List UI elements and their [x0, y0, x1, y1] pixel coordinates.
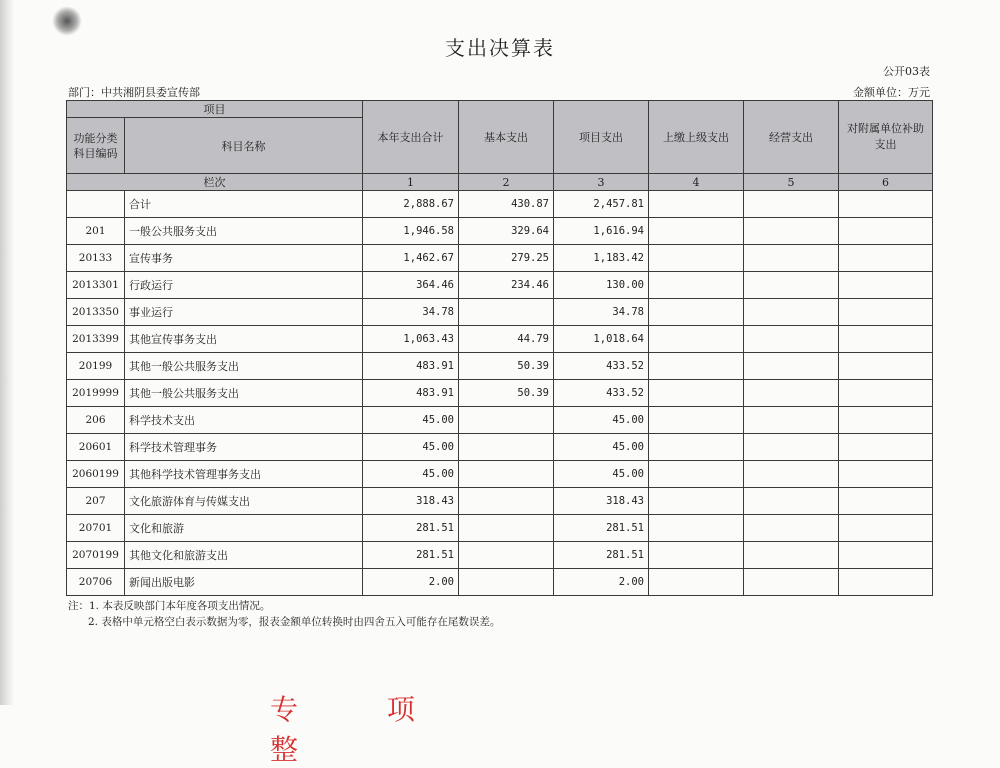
row-basic-cell: 234.46: [459, 272, 554, 299]
row-project-cell: 45.00: [554, 434, 649, 461]
row-total-cell: 281.51: [363, 515, 459, 542]
row-project-cell: 1,183.42: [554, 245, 649, 272]
row-total-cell: 1,462.67: [363, 245, 459, 272]
table-row: [67, 218, 933, 245]
table-row: [67, 461, 933, 488]
row-upper-cell: [649, 461, 744, 488]
row-code-cell: 20701: [67, 515, 125, 542]
row-project-cell: 130.00: [554, 272, 649, 299]
row-subsidy-cell: [839, 461, 933, 488]
row-upper-cell: [649, 353, 744, 380]
col-num-2: 2: [459, 174, 554, 191]
row-upper-cell: [649, 191, 744, 218]
header-col-6: 对附属单位补助支出: [839, 101, 933, 174]
row-project-cell: 281.51: [554, 515, 649, 542]
row-code-cell: 2013399: [67, 326, 125, 353]
row-name-cell: 其他一般公共服务支出: [125, 380, 363, 407]
col-num-4: 4: [649, 174, 744, 191]
row-project-cell: 2.00: [554, 569, 649, 596]
row-project-cell: 45.00: [554, 407, 649, 434]
row-business-cell: [744, 434, 839, 461]
row-name-cell: 科学技术管理事务: [125, 434, 363, 461]
header-col-3: 项目支出: [554, 101, 649, 174]
table-number: 公开03表: [883, 65, 930, 78]
row-name-cell: 科学技术支出: [125, 407, 363, 434]
row-code-cell: 20601: [67, 434, 125, 461]
row-basic-cell: [459, 434, 554, 461]
row-name-cell: 宣传事务: [125, 245, 363, 272]
row-total-cell: 281.51: [363, 542, 459, 569]
row-total-cell: 45.00: [363, 461, 459, 488]
row-name-cell: 其他科学技术管理事务支出: [125, 461, 363, 488]
row-business-cell: [744, 299, 839, 326]
row-basic-cell: 44.79: [459, 326, 554, 353]
row-total-cell: 1,946.58: [363, 218, 459, 245]
header-code: 功能分类科目编码: [67, 118, 125, 174]
row-business-cell: [744, 380, 839, 407]
row-name-cell: 合计: [125, 191, 363, 218]
table-row: [67, 569, 933, 596]
row-code-cell: 207: [67, 488, 125, 515]
col-num-3: 3: [554, 174, 649, 191]
row-upper-cell: [649, 434, 744, 461]
row-subsidy-cell: [839, 218, 933, 245]
row-upper-cell: [649, 272, 744, 299]
row-code-cell: 2070199: [67, 542, 125, 569]
row-code-cell: [67, 191, 125, 218]
row-subsidy-cell: [839, 191, 933, 218]
row-project-cell: 1,018.64: [554, 326, 649, 353]
row-subsidy-cell: [839, 434, 933, 461]
row-subsidy-cell: [839, 299, 933, 326]
row-subsidy-cell: [839, 272, 933, 299]
header-col-index: 栏次: [67, 174, 363, 191]
row-business-cell: [744, 461, 839, 488]
row-total-cell: 318.43: [363, 488, 459, 515]
row-name-cell: 一般公共服务支出: [125, 218, 363, 245]
row-subsidy-cell: [839, 515, 933, 542]
row-project-cell: 433.52: [554, 353, 649, 380]
row-code-cell: 2013350: [67, 299, 125, 326]
row-upper-cell: [649, 515, 744, 542]
header-col-5: 经营支出: [744, 101, 839, 174]
row-project-cell: 433.52: [554, 380, 649, 407]
row-upper-cell: [649, 380, 744, 407]
table-row: [67, 272, 933, 299]
unit-label: 金额单位：万元: [853, 86, 930, 99]
row-basic-cell: 279.25: [459, 245, 554, 272]
row-upper-cell: [649, 542, 744, 569]
row-total-cell: 483.91: [363, 380, 459, 407]
footnote-1: 注：1. 本表反映部门本年度各项支出情况。: [68, 600, 271, 612]
department-label: 部门：中共湘阴县委宣传部: [68, 86, 200, 99]
row-subsidy-cell: [839, 407, 933, 434]
row-code-cell: 201: [67, 218, 125, 245]
table-row: [67, 380, 933, 407]
row-basic-cell: 50.39: [459, 380, 554, 407]
row-total-cell: 2.00: [363, 569, 459, 596]
row-subsidy-cell: [839, 488, 933, 515]
row-upper-cell: [649, 407, 744, 434]
row-code-cell: 20706: [67, 569, 125, 596]
row-name-cell: 行政运行: [125, 272, 363, 299]
header-col-2: 基本支出: [459, 101, 554, 174]
row-subsidy-cell: [839, 380, 933, 407]
table-row: [67, 326, 933, 353]
table-row: [67, 488, 933, 515]
col-num-5: 5: [744, 174, 839, 191]
table-row: [67, 299, 933, 326]
col-num-1: 1: [363, 174, 459, 191]
row-basic-cell: 50.39: [459, 353, 554, 380]
page-title: 支出决算表: [445, 36, 555, 60]
red-stamp-text: 专 项 整: [270, 693, 455, 766]
row-name-cell: 事业运行: [125, 299, 363, 326]
row-name-cell: 新闻出版电影: [125, 569, 363, 596]
row-subsidy-cell: [839, 542, 933, 569]
table-row: [67, 245, 933, 272]
row-total-cell: 483.91: [363, 353, 459, 380]
row-project-cell: 281.51: [554, 542, 649, 569]
row-basic-cell: 329.64: [459, 218, 554, 245]
row-basic-cell: [459, 407, 554, 434]
row-business-cell: [744, 488, 839, 515]
row-total-cell: 2,888.67: [363, 191, 459, 218]
row-project-cell: 2,457.81: [554, 191, 649, 218]
table-row: [67, 542, 933, 569]
row-upper-cell: [649, 569, 744, 596]
table-row: [67, 407, 933, 434]
row-total-cell: 1,063.43: [363, 326, 459, 353]
row-business-cell: [744, 245, 839, 272]
row-upper-cell: [649, 218, 744, 245]
row-project-cell: 34.78: [554, 299, 649, 326]
row-code-cell: 20199: [67, 353, 125, 380]
row-upper-cell: [649, 326, 744, 353]
table-row: [67, 191, 933, 218]
row-business-cell: [744, 542, 839, 569]
row-total-cell: 45.00: [363, 434, 459, 461]
header-col-1: 本年支出合计: [363, 101, 459, 174]
row-business-cell: [744, 515, 839, 542]
row-name-cell: 文化旅游体育与传媒支出: [125, 488, 363, 515]
row-business-cell: [744, 569, 839, 596]
row-basic-cell: 430.87: [459, 191, 554, 218]
row-total-cell: 34.78: [363, 299, 459, 326]
row-name-cell: 其他宣传事务支出: [125, 326, 363, 353]
row-business-cell: [744, 191, 839, 218]
row-total-cell: 45.00: [363, 407, 459, 434]
footnote-2: 2. 表格中单元格空白表示数据为零，报表金额单位转换时由四舍五入可能存在尾数误差。: [88, 616, 501, 628]
row-project-cell: 318.43: [554, 488, 649, 515]
row-basic-cell: [459, 299, 554, 326]
row-business-cell: [744, 218, 839, 245]
row-upper-cell: [649, 245, 744, 272]
row-upper-cell: [649, 488, 744, 515]
footnotes: [68, 598, 500, 630]
row-code-cell: 206: [67, 407, 125, 434]
row-subsidy-cell: [839, 569, 933, 596]
table-row: [67, 434, 933, 461]
row-subsidy-cell: [839, 326, 933, 353]
row-code-cell: 2060199: [67, 461, 125, 488]
row-subsidy-cell: [839, 353, 933, 380]
header-item: 项目: [67, 101, 363, 118]
table-row: [67, 353, 933, 380]
scan-edge-shadow: [0, 0, 14, 705]
row-total-cell: 364.46: [363, 272, 459, 299]
row-name-cell: 其他一般公共服务支出: [125, 353, 363, 380]
table-body: [67, 191, 933, 596]
row-business-cell: [744, 407, 839, 434]
table-row: [67, 515, 933, 542]
header-col-4: 上缴上级支出: [649, 101, 744, 174]
row-code-cell: 20133: [67, 245, 125, 272]
row-basic-cell: [459, 461, 554, 488]
row-basic-cell: [459, 515, 554, 542]
row-basic-cell: [459, 542, 554, 569]
row-name-cell: 其他文化和旅游支出: [125, 542, 363, 569]
header-name: 科目名称: [125, 118, 363, 174]
expenditure-table: [66, 100, 933, 596]
row-basic-cell: [459, 569, 554, 596]
row-upper-cell: [649, 299, 744, 326]
row-business-cell: [744, 326, 839, 353]
row-project-cell: 1,616.94: [554, 218, 649, 245]
row-business-cell: [744, 353, 839, 380]
row-basic-cell: [459, 488, 554, 515]
row-code-cell: 2013301: [67, 272, 125, 299]
col-num-6: 6: [839, 174, 933, 191]
row-name-cell: 文化和旅游: [125, 515, 363, 542]
row-subsidy-cell: [839, 245, 933, 272]
row-business-cell: [744, 272, 839, 299]
row-code-cell: 2019999: [67, 380, 125, 407]
row-project-cell: 45.00: [554, 461, 649, 488]
